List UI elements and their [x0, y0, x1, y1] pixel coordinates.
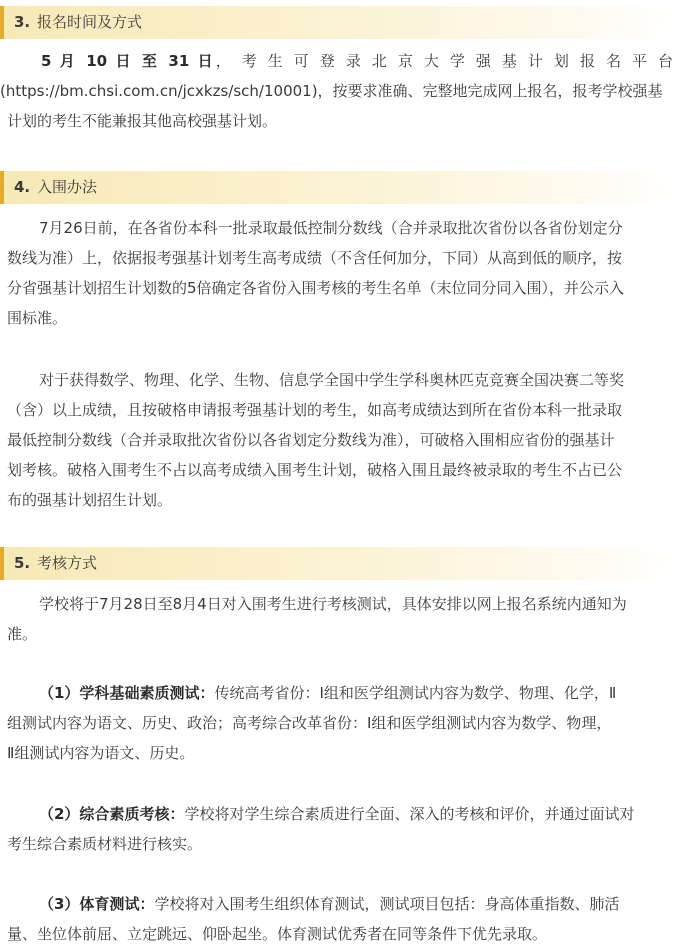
- section-5-number: 5.: [14, 554, 31, 572]
- section-4-p2-line-4: 划考核。破格入围考生不占以高考成绩入围考生计划，破格入围且最终被录取的考生不占已公: [7, 461, 623, 479]
- item-2-line-1-text: 学校将对学生综合素质进行全面、深入的考核和评价，并通过面试对: [184, 805, 635, 823]
- section-4-p2-line-5: 布的强基计划招生计划。: [7, 491, 173, 509]
- section-4-header: [0, 171, 676, 204]
- section-5-intro-line-2: 准。: [7, 625, 38, 643]
- item-1-line-1-text: 传统高考省份：Ⅰ组和医学组测试内容为数学、物理、化学，Ⅱ: [214, 684, 617, 702]
- item-1-line-2: 组测试内容为语文、历史、政治；高考综合改革省份：Ⅰ组和医学组测试内容为数学、物理，: [7, 714, 612, 732]
- section-4-title: 入围办法: [37, 178, 98, 196]
- item-3-heading: （3）体育测试：: [39, 895, 155, 913]
- item-3-line-1-text: 学校将对入围考生组织体育测试，测试项目包括：身高体重指数、肺活: [154, 895, 620, 913]
- section-4-p2-line-2: （含）以上成绩，且按破格申请报考强基计划的考生，如高考成绩达到所在省份本科一批录取: [7, 401, 623, 419]
- section-5-intro-line-1: 学校将于7月28日至8月4日对入围考生进行考核测试，具体安排以网上报名系统内通知为: [39, 595, 627, 613]
- section-3-title: 报名时间及方式: [37, 13, 143, 31]
- assessment-item-3: [7, 889, 673, 949]
- section-3-line-1-text: ， 考 生 可 登 录 北 京 大 学 强 基 计 划 报 名 平 台: [215, 52, 673, 70]
- item-3-line-2: 量、坐位体前屈、立定跳远、仰卧起坐。体育测试优秀者在同等条件下优先录取。: [7, 925, 548, 943]
- section-3-line-2: (https://bm.chsi.com.cn/jcxkzs/sch/10001)，按要求准确、完整地完成网上报名，报考学校强基: [0, 82, 663, 100]
- item-1-heading: （1）学科基础素质测试：: [39, 684, 215, 702]
- assessment-item-2: [7, 799, 673, 859]
- item-1-line-1: [7, 678, 673, 708]
- section-4-p1-line-4: 围标准。: [7, 309, 68, 327]
- assessment-item-1: [7, 678, 673, 768]
- item-1-line-3: Ⅱ组测试内容为语文、历史。: [7, 744, 195, 762]
- section-4-p2-line-1: 对于获得数学、物理、化学、生物、信息学全国中学生学科奥林匹克竞赛全国决赛二等奖: [39, 371, 625, 389]
- registration-dates: 5 月 10 日 至 31 日: [41, 52, 216, 70]
- section-3-number: 3.: [14, 13, 31, 31]
- section-3-header: [0, 6, 676, 39]
- section-4-p1-line-3: 分省强基计划招生计划数的5倍确定各省份入围考核的考生名单（末位同分同入围），并公示入: [7, 279, 625, 297]
- item-2-line-2: 考生综合素质材料进行核实。: [7, 835, 203, 853]
- section-4-number: 4.: [14, 178, 31, 196]
- section-5-intro: [7, 589, 673, 649]
- item-2-heading: （2）综合素质考核：: [39, 805, 185, 823]
- item-3-line-1: [7, 889, 673, 919]
- section-3-line-1: [7, 46, 673, 76]
- section-4-paragraph-2: [7, 365, 673, 515]
- section-5-title: 考核方式: [37, 554, 98, 572]
- section-4-p1-line-1: 7月26日前，在各省份本科一批录取最低控制分数线（合并录取批次省份以各省份划定分: [39, 219, 623, 237]
- section-3-line-3: 计划的考生不能兼报其他高校强基计划。: [7, 112, 278, 130]
- section-5-header: [0, 547, 676, 580]
- item-2-line-1: [7, 799, 673, 829]
- section-3-body: [0, 46, 673, 136]
- section-4-p2-line-3: 最低控制分数线（合并录取批次省份以各省划定分数线为准），可破格入围相应省份的强基计: [7, 431, 615, 449]
- section-4-p1-line-2: 数线为准）上，依据报考强基计划考生高考成绩（不含任何加分，下同）从高到低的顺序，按: [7, 249, 623, 267]
- section-4-paragraph-1: [7, 213, 673, 333]
